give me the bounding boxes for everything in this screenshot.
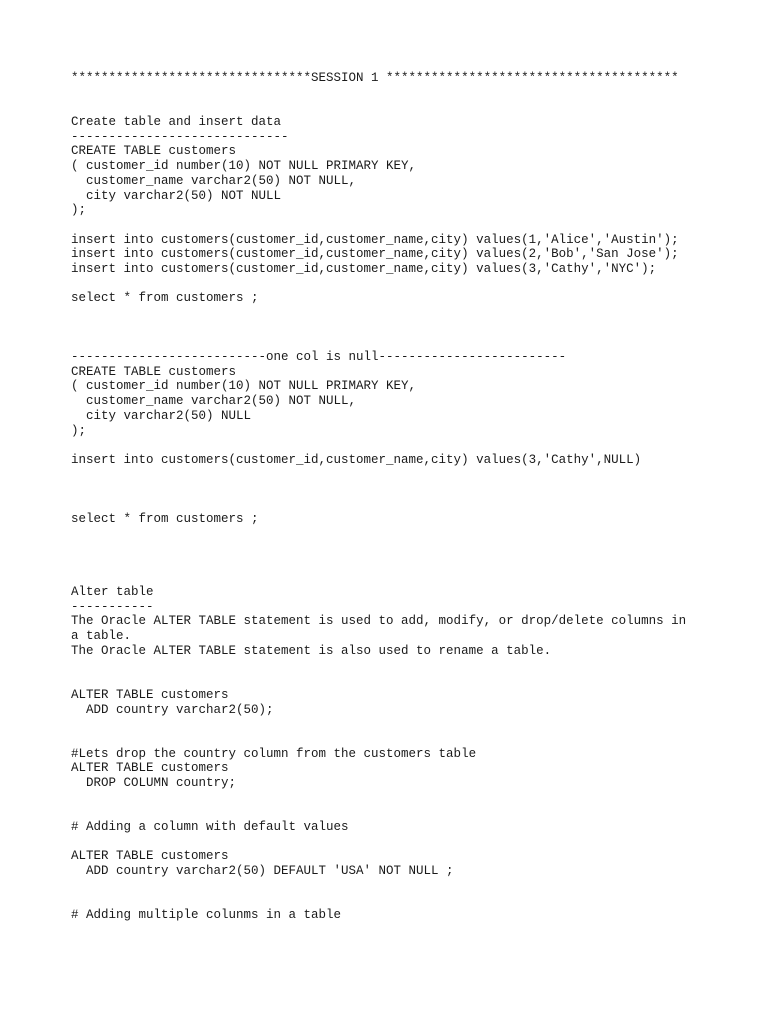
text-line <box>71 570 751 585</box>
text-line <box>71 805 751 820</box>
text-line: CREATE TABLE customers <box>71 364 237 379</box>
text-line: ( customer_id number(10) NOT NULL PRIMARY KEY, <box>71 379 417 394</box>
text-line <box>71 556 751 571</box>
document-page <box>71 71 751 923</box>
text-line: --------------------------one col is null------------------------- <box>71 350 567 365</box>
text-line: city varchar2(50) NULL <box>71 408 252 423</box>
text-line <box>71 468 751 483</box>
text-line: insert into customers(customer_id,customer_name,city) values(3,'Cathy','NYC'); <box>71 261 657 276</box>
text-line <box>71 526 751 541</box>
text-line: ALTER TABLE customers <box>71 761 229 776</box>
text-line: ); <box>71 423 87 438</box>
text-line <box>71 335 751 350</box>
text-line: ( customer_id number(10) NOT NULL PRIMARY KEY, <box>71 159 417 174</box>
text-line: ALTER TABLE customers <box>71 687 229 702</box>
text-line: ----------- <box>71 599 154 614</box>
text-line <box>71 791 751 806</box>
text-line: ********************************SESSION 1 *************************************** <box>71 71 679 85</box>
text-line <box>71 321 751 336</box>
text-line: ADD country varchar2(50) DEFAULT 'USA' NOT NULL ; <box>71 864 454 879</box>
text-line: CREATE TABLE customers <box>71 144 237 159</box>
text-line <box>71 306 751 321</box>
text-line <box>71 438 751 453</box>
text-line <box>71 673 751 688</box>
text-line: Create table and insert data <box>71 115 282 130</box>
text-line <box>71 835 751 850</box>
text-line <box>71 879 751 894</box>
text-line <box>71 482 751 497</box>
text-line: ----------------------------- <box>71 129 289 144</box>
text-line: # Adding multiple colunms in a table <box>71 908 342 923</box>
text-line <box>71 218 751 233</box>
text-line: ALTER TABLE customers <box>71 849 229 864</box>
text-line: DROP COLUMN country; <box>71 776 237 790</box>
text-line: insert into customers(customer_id,customer_name,city) values(1,'Alice','Austin'); <box>71 232 679 247</box>
text-line: select * from customers ; <box>71 511 259 526</box>
text-line <box>71 732 751 747</box>
text-line <box>71 894 751 909</box>
text-line <box>71 659 751 674</box>
text-line <box>71 100 751 115</box>
text-line: select * from customers ; <box>71 291 259 306</box>
text-line: customer_name varchar2(50) NOT NULL, <box>71 394 357 409</box>
text-line <box>71 86 751 101</box>
text-line: The Oracle ALTER TABLE statement is also used to rename a table. <box>71 643 552 658</box>
text-line <box>71 717 751 732</box>
text-line: ); <box>71 203 87 218</box>
text-line: insert into customers(customer_id,customer_name,city) values(2,'Bob','San Jose'); <box>71 247 679 262</box>
text-line: city varchar2(50) NOT NULL <box>71 188 282 203</box>
text-line: The Oracle ALTER TABLE statement is used to add, modify, or drop/delete columns in <box>71 614 687 629</box>
text-line: Alter table <box>71 585 154 600</box>
text-line: customer_name varchar2(50) NOT NULL, <box>71 173 357 188</box>
text-line: # Adding a column with default values <box>71 820 349 835</box>
text-line: #Lets drop the country column from the customers table <box>71 746 477 761</box>
text-line: a table. <box>71 629 132 644</box>
text-line <box>71 541 751 556</box>
text-line: insert into customers(customer_id,customer_name,city) values(3,'Cathy',NULL) <box>71 452 642 467</box>
text-line <box>71 497 751 512</box>
text-line: ADD country varchar2(50); <box>71 702 274 717</box>
text-line <box>71 277 751 292</box>
